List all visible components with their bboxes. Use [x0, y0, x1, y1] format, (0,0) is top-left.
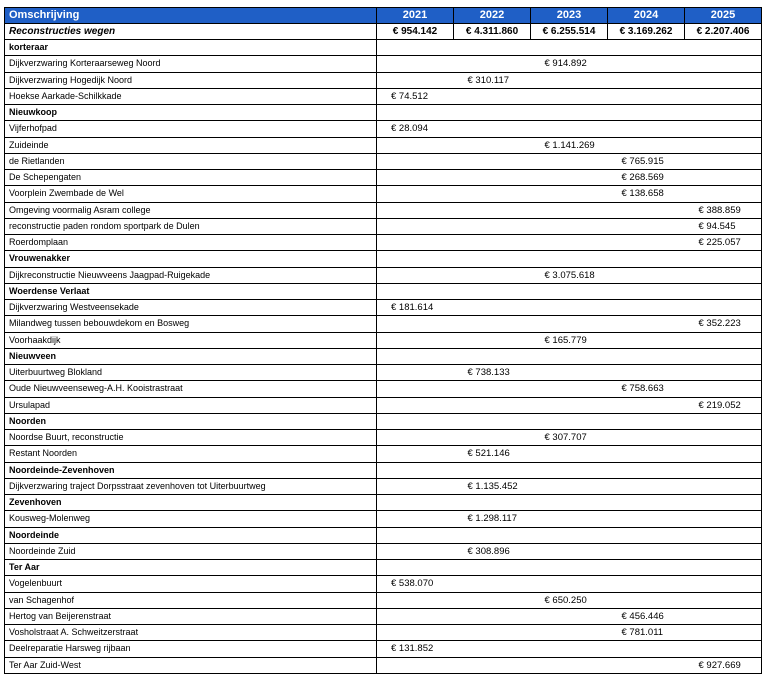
amount-cell-2024 — [608, 478, 685, 494]
group-label: Noorden — [5, 413, 377, 429]
amount-cell-2025 — [685, 105, 762, 121]
amount-cell-2022 — [454, 560, 531, 576]
row-label: Vogelenbuurt — [5, 576, 377, 592]
group-header-row — [5, 560, 762, 576]
amount-cell-2025 — [685, 495, 762, 511]
amount-cell-2022 — [454, 608, 531, 624]
amount-cell-2021 — [377, 235, 454, 251]
table-row — [5, 218, 762, 234]
amount-cell-2022 — [454, 137, 531, 153]
table-row — [5, 625, 762, 641]
row-label: Vijferhofpad — [5, 121, 377, 137]
amount-cell-2025 — [685, 332, 762, 348]
amount-cell-2024 — [608, 316, 685, 332]
amount-cell-2023 — [531, 560, 608, 576]
amount-cell-2022 — [454, 381, 531, 397]
amount-cell-2021 — [377, 153, 454, 169]
amount-cell-2021 — [377, 657, 454, 673]
group-header-row — [5, 495, 762, 511]
amount-cell-2022 — [454, 88, 531, 104]
amount-cell-2021 — [377, 170, 454, 186]
amount-cell-2022 — [454, 251, 531, 267]
amount-cell-2025 — [685, 641, 762, 657]
amount-cell-2022 — [454, 235, 531, 251]
table-row — [5, 543, 762, 559]
amount-cell-2023 — [531, 88, 608, 104]
group-label: Vrouwenakker — [5, 251, 377, 267]
amount-cell-2021 — [377, 202, 454, 218]
amount-cell-2023 — [531, 543, 608, 559]
amount-cell-2024 — [608, 88, 685, 104]
amount-cell-2021 — [377, 348, 454, 364]
row-label: Dijkverzwaring Westveensekade — [5, 300, 377, 316]
amount-cell-2021: € 28.094 — [377, 121, 454, 137]
amount-cell-2021 — [377, 430, 454, 446]
amount-cell-2023: € 165.779 — [531, 332, 608, 348]
row-label: Dijkverzwaring Korteraarseweg Noord — [5, 56, 377, 72]
row-label: De Schepengaten — [5, 170, 377, 186]
amount-cell-2025 — [685, 72, 762, 88]
amount-cell-2022 — [454, 170, 531, 186]
row-label: van Schagenhof — [5, 592, 377, 608]
amount-cell-2022 — [454, 592, 531, 608]
amount-cell-2022 — [454, 267, 531, 283]
amount-cell-2021 — [377, 218, 454, 234]
row-label: Ter Aar Zuid-West — [5, 657, 377, 673]
amount-cell-2022 — [454, 657, 531, 673]
row-label: Hertog van Beijerenstraat — [5, 608, 377, 624]
row-label: Hoekse Aarkade-Schilkkade — [5, 88, 377, 104]
amount-cell-2023 — [531, 235, 608, 251]
amount-cell-2023 — [531, 511, 608, 527]
table-row — [5, 300, 762, 316]
table-row — [5, 332, 762, 348]
amount-cell-2021 — [377, 446, 454, 462]
amount-cell-2025 — [685, 381, 762, 397]
amount-cell-2023 — [531, 365, 608, 381]
total-2024: € 3.169.262 — [608, 24, 685, 40]
amount-cell-2023 — [531, 72, 608, 88]
amount-cell-2024 — [608, 511, 685, 527]
row-label: Omgeving voormalig Asram college — [5, 202, 377, 218]
amount-cell-2023 — [531, 446, 608, 462]
amount-cell-2025 — [685, 56, 762, 72]
table-row — [5, 88, 762, 104]
amount-cell-2022 — [454, 121, 531, 137]
amount-cell-2025 — [685, 348, 762, 364]
totals-row — [5, 24, 762, 40]
amount-cell-2021 — [377, 283, 454, 299]
amount-cell-2023 — [531, 381, 608, 397]
amount-cell-2023 — [531, 121, 608, 137]
table-row — [5, 576, 762, 592]
amount-cell-2025 — [685, 283, 762, 299]
amount-cell-2023 — [531, 348, 608, 364]
amount-cell-2022 — [454, 625, 531, 641]
amount-cell-2023 — [531, 316, 608, 332]
amount-cell-2024: € 268.569 — [608, 170, 685, 186]
amount-cell-2024 — [608, 283, 685, 299]
amount-cell-2025 — [685, 137, 762, 153]
header-year-2025: 2025 — [685, 8, 762, 24]
table-row — [5, 478, 762, 494]
amount-cell-2024 — [608, 462, 685, 478]
amount-cell-2021 — [377, 332, 454, 348]
amount-cell-2025 — [685, 560, 762, 576]
amount-cell-2021: € 74.512 — [377, 88, 454, 104]
amount-cell-2024 — [608, 592, 685, 608]
table-row — [5, 365, 762, 381]
reconstructions-table — [4, 7, 762, 674]
amount-cell-2024 — [608, 446, 685, 462]
amount-cell-2024 — [608, 235, 685, 251]
amount-cell-2023 — [531, 495, 608, 511]
row-label: Vosholstraat A. Schweitzerstraat — [5, 625, 377, 641]
amount-cell-2024: € 138.658 — [608, 186, 685, 202]
amount-cell-2021 — [377, 543, 454, 559]
row-label: Dijkverzwaring Hogedijk Noord — [5, 72, 377, 88]
total-2021: € 954.142 — [377, 24, 454, 40]
amount-cell-2025 — [685, 267, 762, 283]
amount-cell-2022 — [454, 56, 531, 72]
group-label: Woerdense Verlaat — [5, 283, 377, 299]
amount-cell-2024: € 758.663 — [608, 381, 685, 397]
amount-cell-2022: € 310.117 — [454, 72, 531, 88]
amount-cell-2022 — [454, 218, 531, 234]
row-label: reconstructie paden rondom sportpark de Dulen — [5, 218, 377, 234]
amount-cell-2022: € 1.298.117 — [454, 511, 531, 527]
table-row — [5, 153, 762, 169]
amount-cell-2023 — [531, 218, 608, 234]
amount-cell-2025: € 352.223 — [685, 316, 762, 332]
amount-cell-2024 — [608, 56, 685, 72]
row-label: Noordse Buurt, reconstructie — [5, 430, 377, 446]
amount-cell-2023: € 1.141.269 — [531, 137, 608, 153]
amount-cell-2025 — [685, 527, 762, 543]
table-row — [5, 202, 762, 218]
amount-cell-2023 — [531, 186, 608, 202]
amount-cell-2022 — [454, 40, 531, 56]
total-2025: € 2.207.406 — [685, 24, 762, 40]
amount-cell-2021 — [377, 413, 454, 429]
amount-cell-2024 — [608, 332, 685, 348]
amount-cell-2025 — [685, 430, 762, 446]
row-label: Kousweg-Molenweg — [5, 511, 377, 527]
amount-cell-2023: € 3.075.618 — [531, 267, 608, 283]
amount-cell-2024 — [608, 137, 685, 153]
row-label: Dijkreconstructie Nieuwveens Jaagpad-Ruigekade — [5, 267, 377, 283]
amount-cell-2022: € 521.146 — [454, 446, 531, 462]
amount-cell-2024 — [608, 72, 685, 88]
amount-cell-2021 — [377, 511, 454, 527]
amount-cell-2024: € 456.446 — [608, 608, 685, 624]
amount-cell-2025 — [685, 365, 762, 381]
amount-cell-2025: € 219.052 — [685, 397, 762, 413]
amount-cell-2024 — [608, 543, 685, 559]
amount-cell-2021 — [377, 56, 454, 72]
amount-cell-2022 — [454, 300, 531, 316]
row-label: Noordeinde Zuid — [5, 543, 377, 559]
amount-cell-2025 — [685, 170, 762, 186]
row-label: Zuideinde — [5, 137, 377, 153]
amount-cell-2024 — [608, 365, 685, 381]
amount-cell-2022: € 1.135.452 — [454, 478, 531, 494]
table-row — [5, 657, 762, 673]
header-year-2024: 2024 — [608, 8, 685, 24]
amount-cell-2024 — [608, 251, 685, 267]
table-row — [5, 186, 762, 202]
table-row — [5, 592, 762, 608]
amount-cell-2025 — [685, 625, 762, 641]
group-header-row — [5, 527, 762, 543]
amount-cell-2021: € 538.070 — [377, 576, 454, 592]
amount-cell-2022 — [454, 641, 531, 657]
table-row — [5, 137, 762, 153]
amount-cell-2023 — [531, 170, 608, 186]
row-label: de Rietlanden — [5, 153, 377, 169]
amount-cell-2021 — [377, 251, 454, 267]
group-header-row — [5, 40, 762, 56]
header-label: Omschrijving — [5, 8, 377, 24]
table-row — [5, 397, 762, 413]
row-label: Oude Nieuwveenseweg-A.H. Kooistrastraat — [5, 381, 377, 397]
amount-cell-2022 — [454, 283, 531, 299]
amount-cell-2022: € 738.133 — [454, 365, 531, 381]
amount-cell-2021 — [377, 478, 454, 494]
amount-cell-2023 — [531, 462, 608, 478]
totals-label: Reconstructies wegen — [5, 24, 377, 40]
table-row — [5, 430, 762, 446]
total-2022: € 4.311.860 — [454, 24, 531, 40]
amount-cell-2025 — [685, 462, 762, 478]
table-row — [5, 641, 762, 657]
row-label: Voorhaakdijk — [5, 332, 377, 348]
group-header-row — [5, 348, 762, 364]
amount-cell-2021 — [377, 186, 454, 202]
amount-cell-2023 — [531, 608, 608, 624]
amount-cell-2023 — [531, 413, 608, 429]
amount-cell-2022 — [454, 397, 531, 413]
amount-cell-2025 — [685, 543, 762, 559]
amount-cell-2025: € 94.545 — [685, 218, 762, 234]
table-row — [5, 446, 762, 462]
amount-cell-2022 — [454, 332, 531, 348]
amount-cell-2021 — [377, 72, 454, 88]
group-label: korteraar — [5, 40, 377, 56]
amount-cell-2022 — [454, 527, 531, 543]
amount-cell-2024: € 781.011 — [608, 625, 685, 641]
amount-cell-2021 — [377, 40, 454, 56]
spreadsheet — [4, 7, 761, 674]
amount-cell-2025: € 225.057 — [685, 235, 762, 251]
amount-cell-2024 — [608, 218, 685, 234]
amount-cell-2024 — [608, 576, 685, 592]
header-row — [5, 8, 762, 24]
row-label: Deelreparatie Harsweg rijbaan — [5, 641, 377, 657]
amount-cell-2022 — [454, 105, 531, 121]
amount-cell-2024 — [608, 300, 685, 316]
table-row — [5, 267, 762, 283]
amount-cell-2022: € 308.896 — [454, 543, 531, 559]
amount-cell-2025 — [685, 478, 762, 494]
amount-cell-2022 — [454, 153, 531, 169]
row-label: Dijkverzwaring traject Dorpsstraat zevenhoven tot Uiterbuurtweg — [5, 478, 377, 494]
amount-cell-2021 — [377, 495, 454, 511]
amount-cell-2025 — [685, 511, 762, 527]
amount-cell-2025 — [685, 446, 762, 462]
amount-cell-2023 — [531, 251, 608, 267]
amount-cell-2021: € 181.614 — [377, 300, 454, 316]
amount-cell-2025 — [685, 186, 762, 202]
amount-cell-2024 — [608, 121, 685, 137]
table-row — [5, 235, 762, 251]
amount-cell-2025 — [685, 40, 762, 56]
amount-cell-2024 — [608, 267, 685, 283]
amount-cell-2022 — [454, 462, 531, 478]
header-year-2022: 2022 — [454, 8, 531, 24]
amount-cell-2021 — [377, 105, 454, 121]
amount-cell-2024: € 765.915 — [608, 153, 685, 169]
table-row — [5, 72, 762, 88]
amount-cell-2024 — [608, 430, 685, 446]
group-label: Noordeinde — [5, 527, 377, 543]
amount-cell-2024 — [608, 495, 685, 511]
amount-cell-2023 — [531, 478, 608, 494]
table-row — [5, 56, 762, 72]
amount-cell-2025 — [685, 251, 762, 267]
amount-cell-2025 — [685, 576, 762, 592]
group-header-row — [5, 105, 762, 121]
amount-cell-2024 — [608, 397, 685, 413]
amount-cell-2021 — [377, 365, 454, 381]
amount-cell-2025 — [685, 300, 762, 316]
amount-cell-2024 — [608, 105, 685, 121]
group-header-row — [5, 462, 762, 478]
amount-cell-2023 — [531, 397, 608, 413]
table-row — [5, 381, 762, 397]
amount-cell-2025 — [685, 121, 762, 137]
total-2023: € 6.255.514 — [531, 24, 608, 40]
amount-cell-2022 — [454, 576, 531, 592]
amount-cell-2024 — [608, 202, 685, 218]
amount-cell-2021 — [377, 381, 454, 397]
amount-cell-2023 — [531, 40, 608, 56]
amount-cell-2023: € 914.892 — [531, 56, 608, 72]
row-label: Ursulapad — [5, 397, 377, 413]
amount-cell-2021 — [377, 608, 454, 624]
amount-cell-2025 — [685, 153, 762, 169]
group-label: Zevenhoven — [5, 495, 377, 511]
amount-cell-2023 — [531, 300, 608, 316]
amount-cell-2023: € 307.707 — [531, 430, 608, 446]
amount-cell-2023 — [531, 202, 608, 218]
table-row — [5, 608, 762, 624]
amount-cell-2025 — [685, 413, 762, 429]
amount-cell-2023 — [531, 527, 608, 543]
amount-cell-2021 — [377, 592, 454, 608]
amount-cell-2022 — [454, 202, 531, 218]
amount-cell-2022 — [454, 413, 531, 429]
row-label: Roerdomplaan — [5, 235, 377, 251]
amount-cell-2023: € 650.250 — [531, 592, 608, 608]
amount-cell-2021: € 131.852 — [377, 641, 454, 657]
table-row — [5, 511, 762, 527]
amount-cell-2024 — [608, 413, 685, 429]
amount-cell-2024 — [608, 40, 685, 56]
amount-cell-2023 — [531, 105, 608, 121]
row-label: Milandweg tussen bebouwdekom en Bosweg — [5, 316, 377, 332]
amount-cell-2021 — [377, 397, 454, 413]
amount-cell-2023 — [531, 283, 608, 299]
amount-cell-2022 — [454, 495, 531, 511]
table-row — [5, 316, 762, 332]
amount-cell-2024 — [608, 348, 685, 364]
group-header-row — [5, 251, 762, 267]
group-label: Noordeinde-Zevenhoven — [5, 462, 377, 478]
group-header-row — [5, 283, 762, 299]
amount-cell-2025: € 927.669 — [685, 657, 762, 673]
amount-cell-2021 — [377, 560, 454, 576]
amount-cell-2025: € 388.859 — [685, 202, 762, 218]
amount-cell-2021 — [377, 625, 454, 641]
header-year-2023: 2023 — [531, 8, 608, 24]
group-header-row — [5, 413, 762, 429]
amount-cell-2024 — [608, 527, 685, 543]
amount-cell-2025 — [685, 592, 762, 608]
amount-cell-2023 — [531, 576, 608, 592]
amount-cell-2022 — [454, 186, 531, 202]
amount-cell-2024 — [608, 657, 685, 673]
group-label: Nieuwkoop — [5, 105, 377, 121]
amount-cell-2021 — [377, 316, 454, 332]
table-row — [5, 121, 762, 137]
amount-cell-2023 — [531, 625, 608, 641]
amount-cell-2023 — [531, 641, 608, 657]
group-label: Nieuwveen — [5, 348, 377, 364]
row-label: Uiterbuurtweg Blokland — [5, 365, 377, 381]
amount-cell-2023 — [531, 657, 608, 673]
amount-cell-2022 — [454, 430, 531, 446]
amount-cell-2022 — [454, 348, 531, 364]
amount-cell-2021 — [377, 462, 454, 478]
amount-cell-2025 — [685, 608, 762, 624]
group-label: Ter Aar — [5, 560, 377, 576]
amount-cell-2024 — [608, 560, 685, 576]
amount-cell-2021 — [377, 137, 454, 153]
table-row — [5, 170, 762, 186]
amount-cell-2021 — [377, 527, 454, 543]
row-label: Restant Noorden — [5, 446, 377, 462]
amount-cell-2021 — [377, 267, 454, 283]
header-year-2021: 2021 — [377, 8, 454, 24]
amount-cell-2023 — [531, 153, 608, 169]
amount-cell-2022 — [454, 316, 531, 332]
amount-cell-2024 — [608, 641, 685, 657]
amount-cell-2025 — [685, 88, 762, 104]
row-label: Voorplein Zwembade de Wel — [5, 186, 377, 202]
